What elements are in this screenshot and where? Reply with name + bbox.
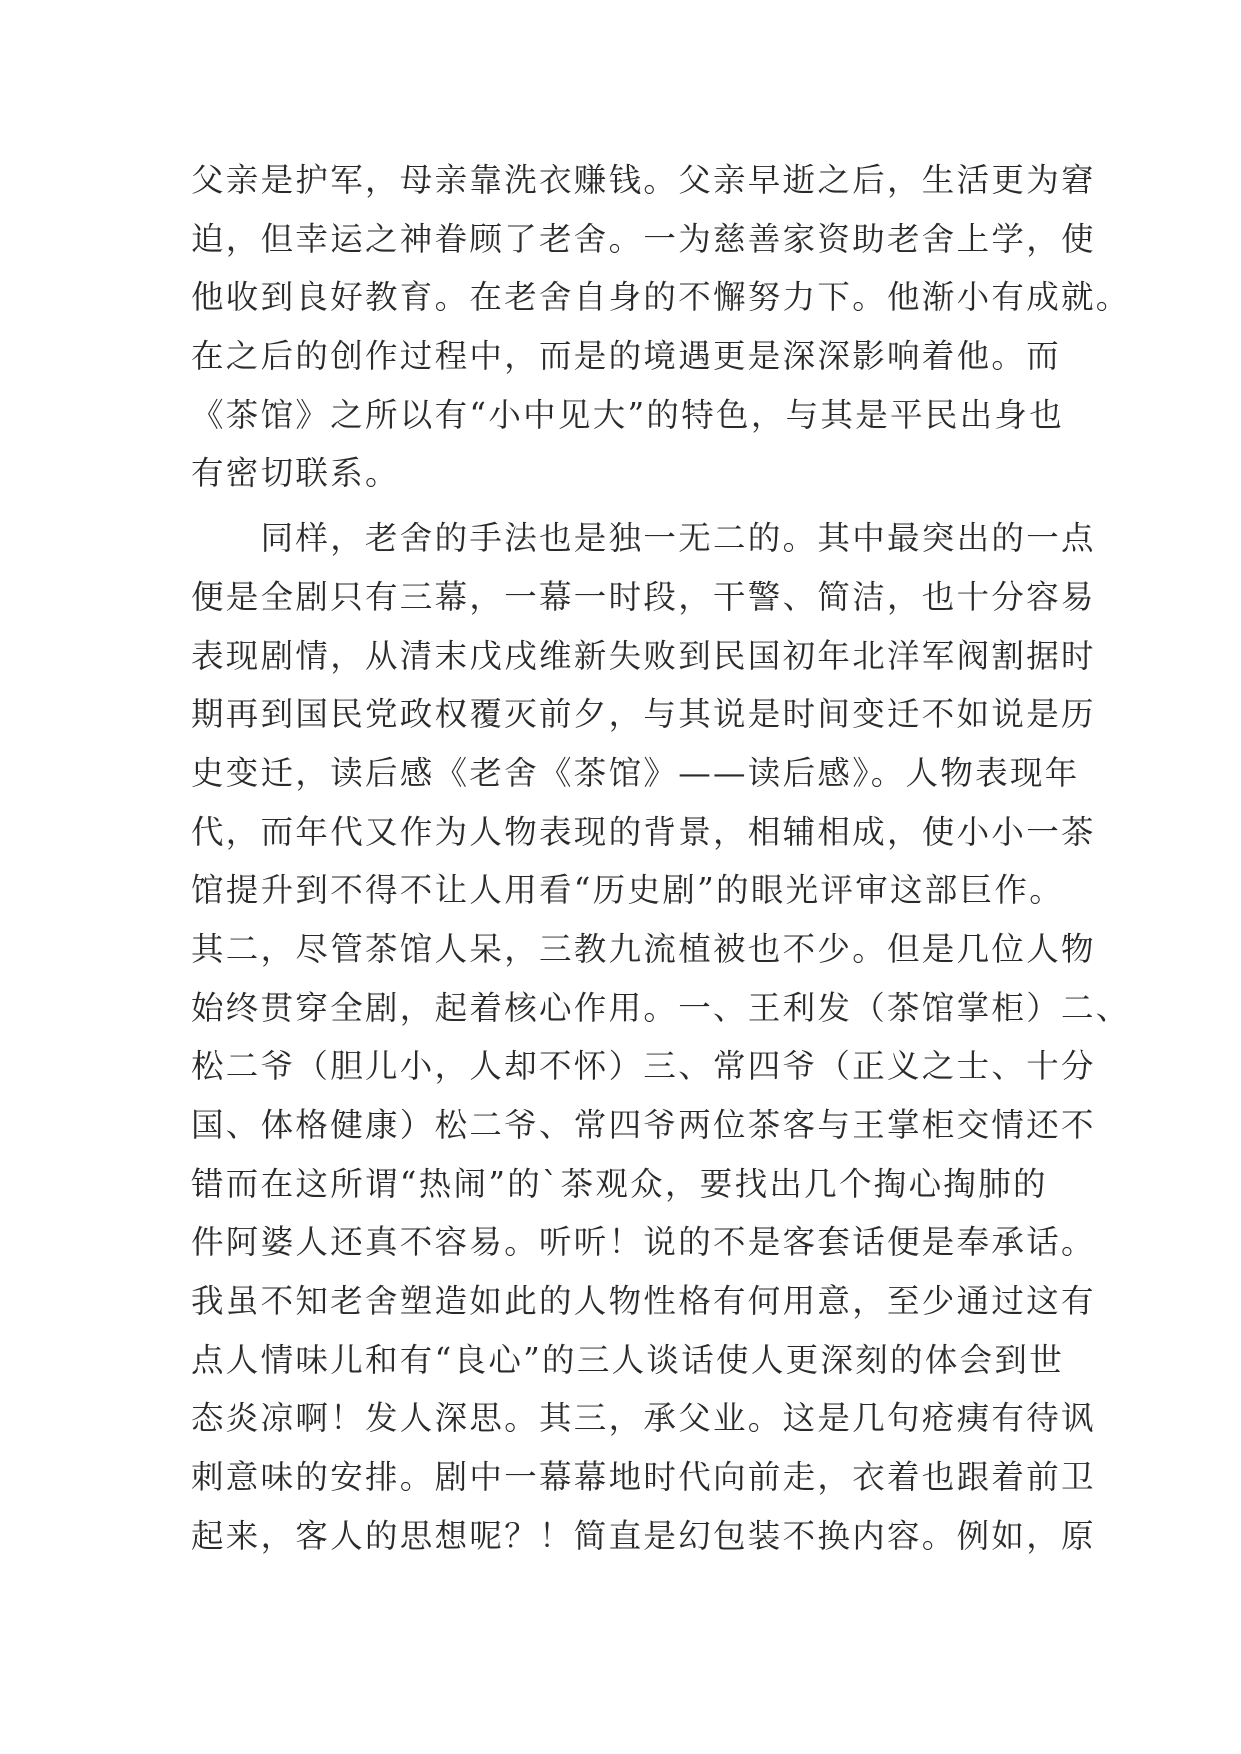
- text-line: 我虽不知老舍塑造如此的人物性格有何用意，至少通过这有: [191, 1282, 1096, 1321]
- text-line: 有密切联系。: [191, 454, 400, 493]
- text-line: 其二，尽管茶馆人呆，三教九流植被也不少。但是几位人物: [191, 929, 1096, 968]
- text-line: 《茶馆》之所以有“小中见大”的特色，与其是平民出身也: [191, 395, 1065, 434]
- text-line: 点人情味儿和有“良心”的三人谈话使人更深刻的体会到世: [191, 1340, 1065, 1379]
- text-line: 表现剧情，从清末戊戌维新失败到民国初年北洋军阀割据时: [191, 636, 1096, 675]
- text-line: 刺意味的安排。剧中一幕幕地时代向前走，衣着也跟着前卫: [191, 1458, 1096, 1497]
- text-line: 期再到国民党政权覆灭前夕，与其说是时间变迁不如说是历: [191, 695, 1096, 734]
- text-line: 便是全剧只有三幕，一幕一时段，干警、简洁，也十分容易: [191, 577, 1096, 616]
- text-line: 起来，客人的思想呢？！简直是幻包装不换内容。例如，原: [191, 1516, 1096, 1555]
- text-line: 迫，但幸运之神眷顾了老舍。一为慈善家资助老舍上学，使: [191, 219, 1096, 258]
- text-line: 错而在这所谓“热闹”的`茶观众，要找出几个掏心掏肺的: [191, 1164, 1048, 1203]
- text-line: 史变迁，读后感《老舍《茶馆》——读后感》。人物表现年: [191, 753, 1080, 792]
- text-line: 态炎凉啊！发人深思。其三，承父业。这是几句疮痍有待讽: [191, 1399, 1096, 1438]
- text-line: 同样，老舍的手法也是独一无二的。其中最突出的一点: [191, 519, 1096, 558]
- body-text: [191, 151, 1131, 1566]
- paragraph-2: [191, 509, 1131, 1565]
- text-line: 在之后的创作过程中，而是的境遇更是深深影响着他。而: [191, 337, 1062, 376]
- text-line: 代，而年代又作为人物表现的背景，相辅相成，使小小一茶: [191, 812, 1096, 851]
- text-line: 父亲是护军，母亲靠洗衣赚钱。父亲早逝之后，生活更为窘: [191, 161, 1096, 199]
- text-line: 国、体格健康）松二爷、常四爷两位茶客与王掌柜交情还不: [191, 1106, 1096, 1144]
- text-line: 馆提升到不得不让人用看“历史剧”的眼光评审这部巨作。: [191, 871, 1065, 910]
- text-line: 始终贯穿全剧，起着核心作用。一、王利发（茶馆掌柜）二、: [191, 988, 1131, 1027]
- text-line: 松二爷（胆儿小，人却不怀）三、常四爷（正义之士、十分: [191, 1047, 1096, 1086]
- text-line: 件阿婆人还真不容易。听听！说的不是客套话便是奉承话。: [191, 1223, 1096, 1262]
- text-line: 他收到良好教育。在老舍自身的不懈努力下。他渐小有成就。: [191, 278, 1131, 317]
- paragraph-1: [191, 151, 1131, 503]
